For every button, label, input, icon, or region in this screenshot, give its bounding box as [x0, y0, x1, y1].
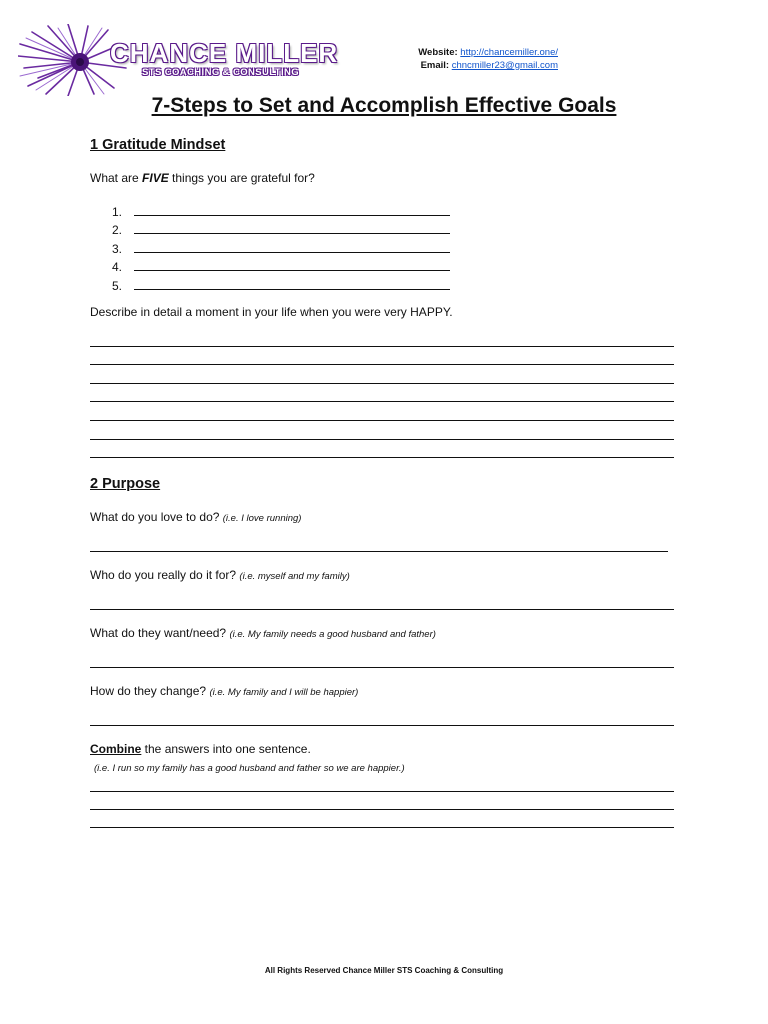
answer-line[interactable] [90, 551, 668, 552]
answer-blank[interactable] [134, 221, 450, 234]
purpose-question-3 [90, 626, 436, 640]
question-post: things you are grateful for? [168, 171, 315, 185]
list-item [112, 200, 450, 219]
answer-line[interactable] [90, 609, 674, 610]
answer-line[interactable] [90, 725, 674, 726]
purpose-question-4 [90, 684, 358, 698]
gratitude-question [90, 171, 315, 185]
logo-tagline: STS COACHING & CONSULTING [142, 67, 300, 78]
list-item [112, 219, 450, 238]
gratitude-list [112, 200, 450, 293]
combine-example-text: (i.e. I run so my family has a good husband and father so we are happier.) [94, 763, 405, 774]
answer-line[interactable] [90, 439, 674, 440]
list-number: 5. [112, 278, 123, 293]
question-emphasis: FIVE [142, 171, 169, 185]
website-label: Website: [418, 47, 458, 58]
answer-line[interactable] [90, 809, 674, 810]
question-text: How do they change? [90, 684, 207, 698]
purpose-question-1 [90, 510, 301, 524]
question-text: What do you love to do? [90, 510, 220, 524]
answer-blank[interactable] [134, 258, 450, 271]
section1-heading: 1 Gratitude Mindset [90, 137, 226, 153]
answer-line[interactable] [90, 827, 674, 828]
answer-line[interactable] [90, 791, 674, 792]
list-item [112, 274, 450, 293]
list-number: 3. [112, 241, 123, 256]
combine-instruction [90, 742, 311, 756]
list-item [112, 256, 450, 275]
question-text: What do they want/need? [90, 626, 227, 640]
email-link[interactable]: chncmiller23@gmail.com [451, 60, 558, 71]
page-title [0, 94, 768, 118]
answer-line[interactable] [90, 364, 674, 365]
combine-word: Combine [90, 742, 142, 756]
question-pre: What are [90, 171, 143, 185]
page-title-text: 7-Steps to Set and Accomplish Effective Goals [151, 94, 617, 117]
answer-blank[interactable] [134, 203, 450, 216]
list-number: 4. [112, 260, 123, 274]
question-text: Who do you really do it for? [90, 568, 237, 582]
section2-heading: 2 Purpose [90, 476, 161, 492]
happy-prompt: Describe in detail a moment in your life when you were very HAPPY. [90, 305, 453, 319]
purpose-question-2 [90, 568, 350, 582]
answer-line[interactable] [90, 383, 674, 384]
combine-rest: the answers into one sentence. [141, 742, 311, 756]
answer-blank[interactable] [134, 240, 450, 253]
question-example: (i.e. myself and my family) [239, 571, 350, 582]
footer-copyright: All Rights Reserved Chance Miller STS Coaching & Consulting [264, 966, 504, 975]
list-number: 1. [112, 204, 123, 219]
email-line [418, 59, 558, 72]
question-example: (i.e. My family and I will be happier) [209, 687, 359, 698]
combine-example [94, 760, 405, 774]
website-link[interactable]: http://chancemiller.one/ [460, 47, 558, 58]
list-number: 2. [112, 223, 123, 237]
website-line [418, 46, 558, 59]
question-example: (i.e. My family needs a good husband and father) [229, 629, 436, 640]
answer-line[interactable] [90, 667, 674, 668]
list-item [112, 237, 450, 256]
company-logo [18, 24, 339, 96]
question-example: (i.e. I love running) [222, 513, 302, 524]
answer-line[interactable] [90, 420, 674, 421]
answer-line[interactable] [90, 401, 674, 402]
contact-block [418, 46, 558, 72]
answer-line[interactable] [90, 457, 674, 458]
email-label: Email: [420, 60, 450, 71]
answer-blank[interactable] [134, 277, 450, 290]
answer-line[interactable] [90, 346, 674, 347]
logo-name: CHANCE MILLER [110, 38, 339, 68]
